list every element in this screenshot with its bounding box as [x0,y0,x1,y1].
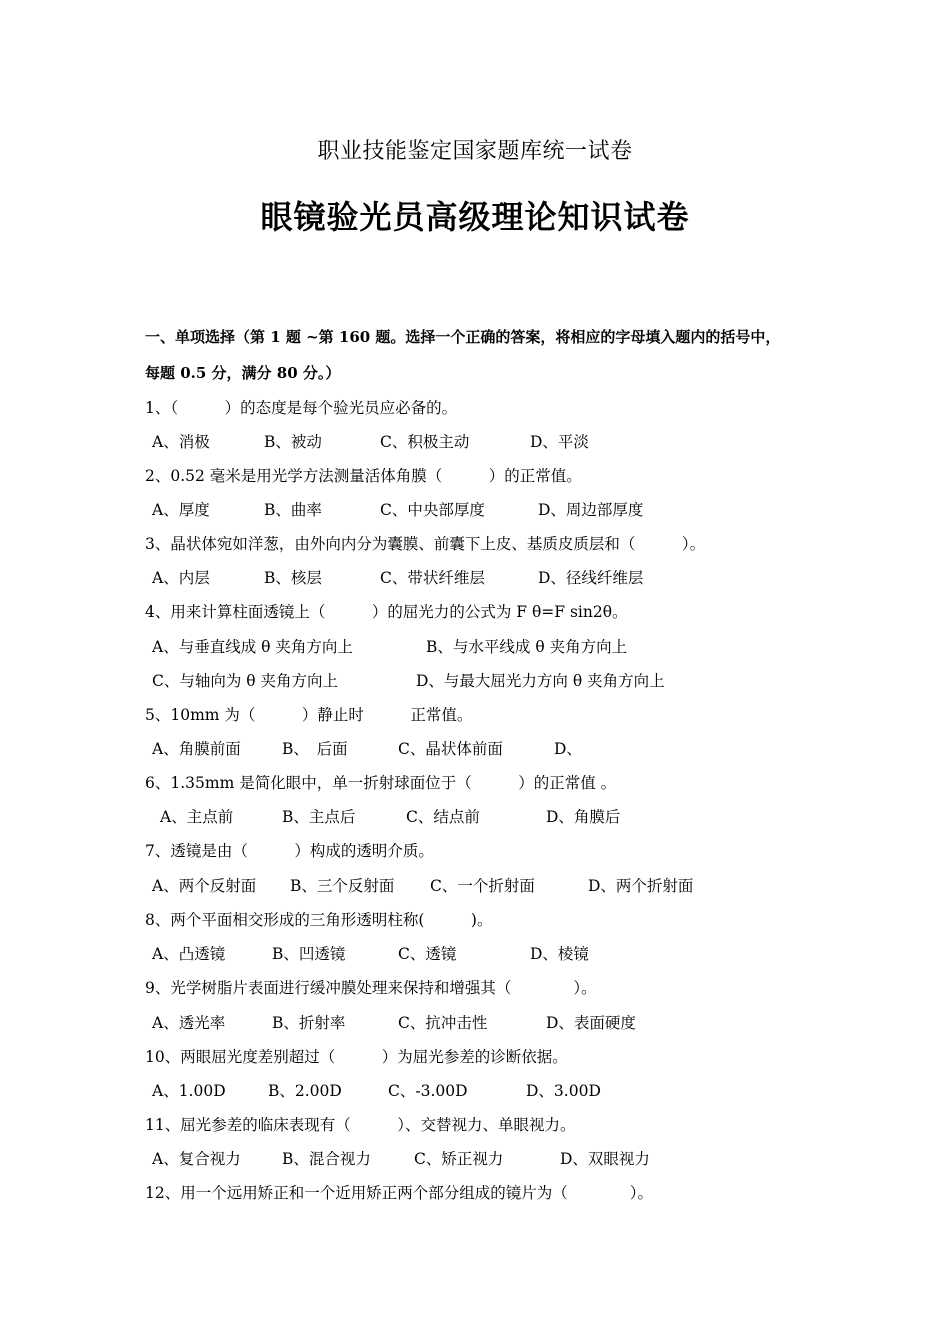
option-d: D、表面硬度 [546,1014,636,1032]
option-d: D、两个折射面 [588,877,694,895]
option-c: C、透镜 [398,945,457,963]
option-b: B、凹透镜 [272,945,346,963]
option-d: D、平淡 [530,433,589,451]
section-heading-line-1: 一、单项选择（第 1 题 ~第 160 题。选择一个正确的答案，将相应的字母填入题内的括号中， [145,328,781,346]
option-a: A、复合视力 [152,1150,241,1168]
option-b: B、 后面 [282,740,348,758]
question-8: 8、两个平面相交形成的三角形透明柱称( )。 [145,911,493,929]
option-c: C、晶状体前面 [398,740,503,758]
option-d: D、 [554,740,582,758]
option-d: D、棱镜 [530,945,589,963]
option-b: B、曲率 [264,501,322,519]
option-d: D、3.00D [526,1082,601,1100]
header-line: 职业技能鉴定国家题库统一试卷 [317,139,633,164]
option-a: A、1.00D [152,1082,226,1100]
option-b: B、折射率 [272,1014,346,1032]
option-c: C、抗冲击性 [398,1014,488,1032]
option-b: B、2.00D [268,1082,342,1100]
question-7: 7、透镜是由（ ）构成的透明介质。 [145,842,434,860]
option-a: A、与垂直线成 θ 夹角方向上 [152,638,353,656]
option-b: B、三个反射面 [290,877,395,895]
question-3: 3、晶状体宛如洋葱，由外向内分为囊膜、前囊下上皮、基质皮质层和（ ）。 [145,535,706,553]
option-c: C、一个折射面 [430,877,535,895]
exam-title: 眼镜验光员高级理论知识试卷 [260,198,690,236]
question-6: 6、1.35mm 是简化眼中，单一折射球面位于（ ）的正常值 。 [145,774,617,792]
option-c: C、带状纤维层 [380,569,485,587]
option-a: A、主点前 [160,808,234,826]
option-d: D、双眼视力 [560,1150,650,1168]
option-b: B、核层 [264,569,322,587]
option-b: B、混合视力 [282,1150,371,1168]
question-1: 1、（ ）的态度是每个验光员应必备的。 [145,399,458,417]
question-10: 10、两眼屈光度差别超过（ ）为屈光参差的诊断依据。 [145,1048,568,1066]
option-c: C、积极主动 [380,433,470,451]
option-a: A、消极 [152,433,210,451]
question-2: 2、0.52 毫米是用光学方法测量活体角膜（ ）的正常值。 [145,467,582,485]
option-a: A、厚度 [152,501,210,519]
option-c: C、-3.00D [388,1082,468,1100]
question-11: 11、屈光参差的临床表现有（ ）、交替视力、单眼视力。 [145,1116,576,1134]
option-b: B、被动 [264,433,322,451]
question-9: 9、光学树脂片表面进行缓冲膜处理来保持和增强其（ ）。 [145,979,597,997]
option-c: C、中央部厚度 [380,501,485,519]
option-a: A、内层 [152,569,210,587]
option-d: D、与最大屈光力方向 θ 夹角方向上 [416,672,665,690]
option-c: C、与轴向为 θ 夹角方向上 [152,672,339,690]
option-b: B、与水平线成 θ 夹角方向上 [426,638,628,656]
option-d: D、径线纤维层 [538,569,644,587]
option-d: D、周边部厚度 [538,501,644,519]
option-a: A、角膜前面 [152,740,241,758]
question-5: 5、10mm 为（ ）静止时 正常值。 [145,706,473,724]
option-a: A、两个反射面 [152,877,257,895]
option-a: A、透光率 [152,1014,226,1032]
option-b: B、主点后 [282,808,356,826]
question-4: 4、用来计算柱面透镜上（ ）的屈光力的公式为 F θ=F sin2θ。 [145,603,628,621]
section-heading-line-2: 每题 0.5 分，满分 80 分。） [145,364,341,382]
option-c: C、结点前 [406,808,480,826]
question-12: 12、用一个远用矫正和一个近用矫正两个部分组成的镜片为（ ）。 [145,1184,653,1202]
option-d: D、角膜后 [546,808,621,826]
option-c: C、矫正视力 [414,1150,504,1168]
option-a: A、凸透镜 [152,945,226,963]
